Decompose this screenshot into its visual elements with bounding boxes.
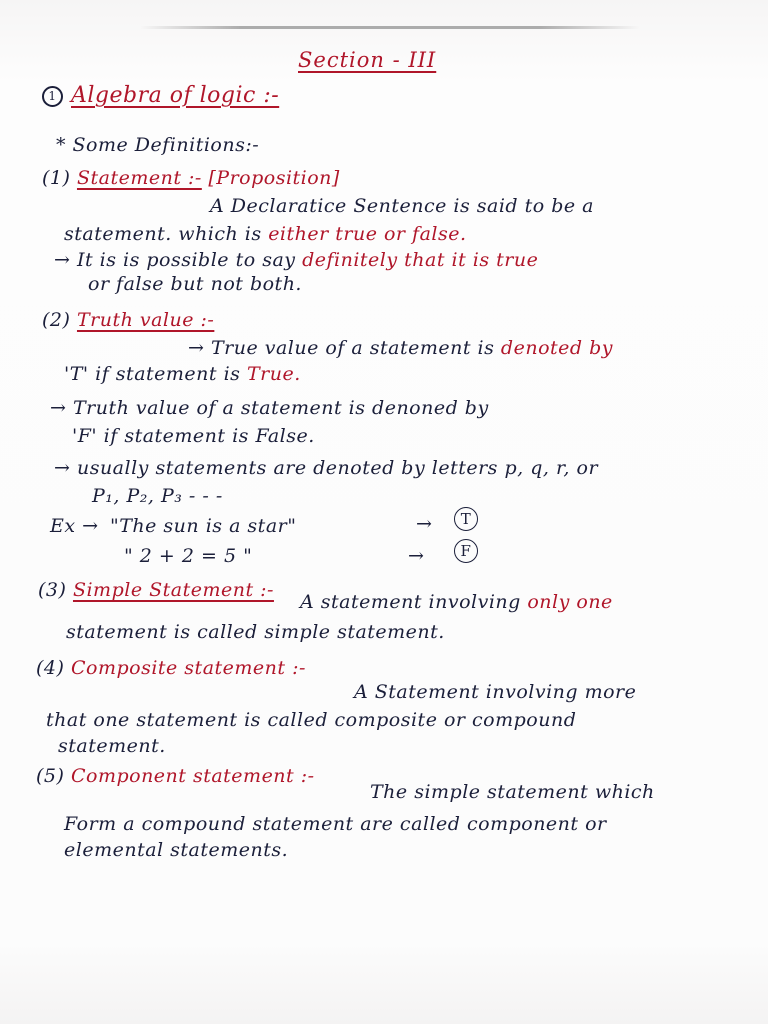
def3-line2: statement is called simple statement. <box>66 621 445 643</box>
def2-line4: 'F' if statement is False. <box>72 425 315 447</box>
page-top-rule <box>140 26 640 29</box>
def2-line6: P₁, P₂, P₃ - - - <box>92 485 223 507</box>
def2-line2-b: True. <box>246 363 301 385</box>
def4-line2: that one statement is called composite or compound <box>46 709 577 731</box>
example-2-arrow: → <box>408 545 425 567</box>
example-1-text: "The sun is a star" <box>110 515 297 537</box>
def5-line1: The simple statement which <box>370 781 655 803</box>
def5-title: Component statement :- <box>70 765 315 787</box>
def5-header <box>36 764 315 788</box>
def3-header <box>38 578 274 602</box>
some-definitions: * Some Definitions:- <box>56 134 260 156</box>
def2-line2-a: 'T' if statement is <box>64 363 241 385</box>
def1-line2 <box>64 222 467 246</box>
def3-line1-a: A statement involving <box>300 591 521 613</box>
def4-label: (4) <box>36 657 65 679</box>
def4-title: Composite statement :- <box>70 657 306 679</box>
def3-line1 <box>300 590 613 614</box>
example-2-value-wrap <box>454 538 478 563</box>
def5-line2: Form a compound statement are called component or <box>64 813 607 835</box>
heading-text: Algebra of logic :- <box>71 83 280 108</box>
def2-header <box>42 308 214 332</box>
def1-label: (1) <box>42 167 71 189</box>
def3-title: Simple Statement :- <box>72 579 274 601</box>
def4-line1: A Statement involving more <box>354 681 637 703</box>
example-2-value: F <box>454 539 478 563</box>
def5-label: (5) <box>36 765 65 787</box>
example-2-text: " 2 + 2 = 5 " <box>124 545 253 567</box>
example-1-value-wrap <box>454 506 478 531</box>
def1-line2-a: statement. which is <box>64 223 262 245</box>
def2-title: Truth value :- <box>76 309 215 331</box>
example-1-value: T <box>454 507 478 531</box>
def5-line3: elemental statements. <box>64 839 289 861</box>
def2-line1-b: denoted by <box>500 337 613 359</box>
def2-line1 <box>188 336 613 360</box>
def1-line3-a: → It is is possible to say <box>54 249 296 271</box>
def4-header <box>36 656 306 680</box>
main-heading <box>42 84 279 108</box>
def1-line4: or false but not both. <box>88 273 302 295</box>
def2-line1-a: → True value of a statement is <box>188 337 495 359</box>
def2-label: (2) <box>42 309 71 331</box>
heading-number-circle: 1 <box>42 86 63 107</box>
def2-line5: → usually statements are denoted by letters p, q, r, or <box>54 457 599 479</box>
def4-line3: statement. <box>58 735 166 757</box>
def3-line1-b: only one <box>527 591 613 613</box>
def2-line3: → Truth value of a statement is denoned by <box>50 397 489 419</box>
example-1-arrow: → <box>416 513 433 535</box>
def1-line3 <box>54 248 538 272</box>
def3-label: (3) <box>38 579 67 601</box>
def1-header <box>42 166 340 190</box>
section-title: Section - III <box>298 48 437 72</box>
def1-line1: A Declaratice Sentence is said to be a <box>210 195 594 217</box>
example-prefix: Ex → <box>50 515 99 537</box>
def1-title: Statement :- <box>76 167 202 189</box>
def1-subtitle: [Proposition] <box>208 167 340 189</box>
def2-line2 <box>64 362 301 386</box>
def1-line2-b: either true or false. <box>268 223 467 245</box>
def1-line3-b: definitely that it is true <box>302 249 539 271</box>
